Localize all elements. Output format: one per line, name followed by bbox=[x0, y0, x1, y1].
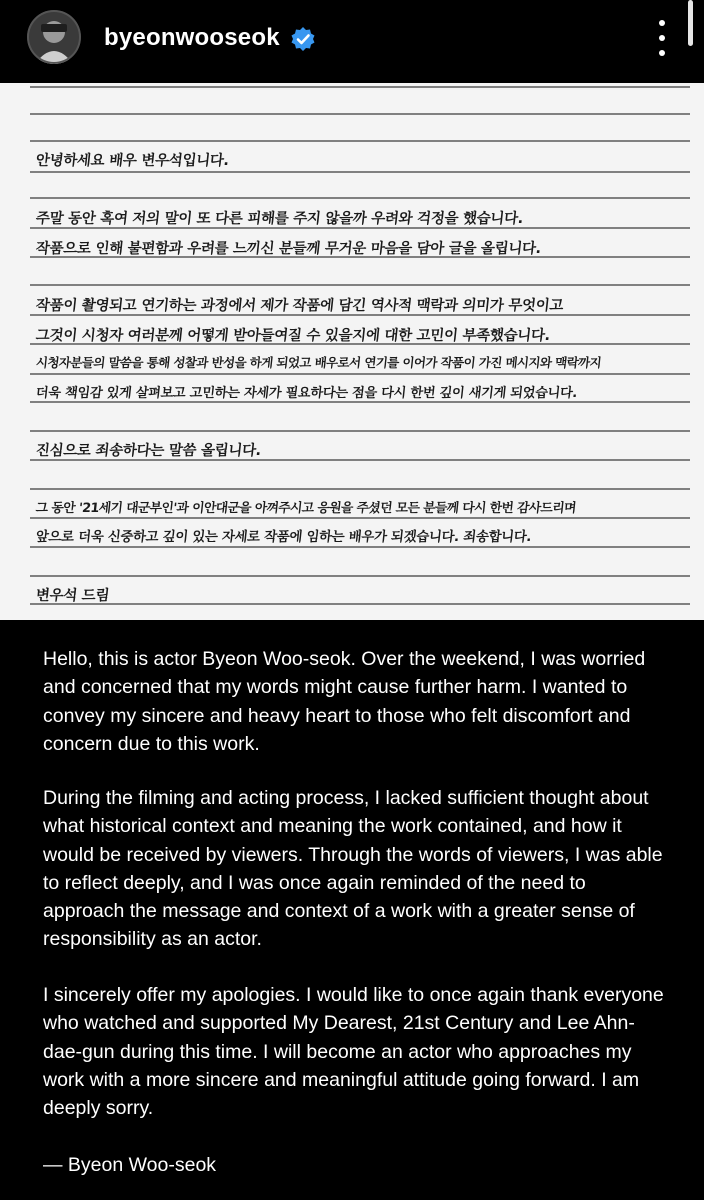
letter-line: 그 동안 '21세기 대군부인'과 이안대군을 아껴주시고 응원을 주셨던 모든 분들께 다시 한번 감사드리며 bbox=[35, 501, 577, 516]
scrollbar[interactable] bbox=[688, 0, 693, 46]
avatar-photo bbox=[27, 10, 81, 64]
letter-line: 작품으로 인해 불편함과 우려를 느끼신 분들께 무거운 마음을 담아 글을 올립니다. bbox=[35, 241, 542, 257]
letter-line: 시청자분들의 말씀을 통해 성찰과 반성을 하게 되었고 배우로서 연기를 이어가 작품이 가진 메시지와 맥락까지 bbox=[35, 355, 602, 370]
avatar[interactable] bbox=[27, 10, 81, 64]
letter-line: 작품이 촬영되고 연기하는 과정에서 제가 작품에 담긴 역사적 맥락과 의미가 무엇이고 bbox=[35, 298, 564, 314]
translation-paragraph: During the filming and acting process, I lacked sufficient thought about what historical context and meaning the work contained, and how it would be received by viewers. Through the words of viewers, I was able to reflect deeply, and I was once again reminded of the need to approach the message and context of a work with a greater sense of responsibility as an actor. bbox=[43, 787, 663, 951]
post-header bbox=[0, 0, 704, 83]
translation-signature: — Byeon Woo-seok bbox=[43, 1154, 217, 1176]
letter-signature: 변우석 드림 bbox=[35, 588, 110, 604]
letter-line: 진심으로 죄송하다는 말씀 올립니다. bbox=[35, 443, 262, 459]
translation-paragraph: I sincerely offer my apologies. I would like to once again thank everyone who watched and supported My Dearest, 21st Century and Lee Ahn-dae-gun during this time. I will become an actor who approaches my work with a more sincere and meaningful attitude going forward. I am deeply sorry. bbox=[43, 984, 664, 1120]
more-options-icon[interactable] bbox=[650, 20, 674, 56]
letter-line: 더욱 책임감 있게 살펴보고 고민하는 자세가 필요하다는 점을 다시 한번 깊이 새기게 되었습니다. bbox=[35, 386, 578, 401]
letter-line: 안녕하세요 배우 변우석입니다. bbox=[35, 153, 230, 169]
letter-line: 주말 동안 혹여 저의 말이 또 다른 피해를 주지 않을까 우려와 걱정을 했습니다. bbox=[35, 211, 524, 227]
handwritten-letter-image bbox=[0, 83, 704, 620]
letter-line: 앞으로 더욱 신중하고 깊이 있는 자세로 작품에 임하는 배우가 되겠습니다. 죄송합니다. bbox=[35, 530, 533, 545]
letter-line: 그것이 시청자 여러분께 어떻게 받아들여질 수 있을지에 대한 고민이 부족했습니다. bbox=[35, 328, 551, 344]
translation-panel bbox=[0, 620, 704, 1200]
username[interactable]: byeonwooseok bbox=[104, 24, 280, 51]
translation-paragraph: Hello, this is actor Byeon Woo-seok. Over the weekend, I was worried and concerned that my words might cause further harm. I wanted to convey my sincere and heavy heart to those who felt discomfort and concern due to this work. bbox=[43, 648, 646, 755]
verified-badge-icon bbox=[290, 26, 316, 52]
